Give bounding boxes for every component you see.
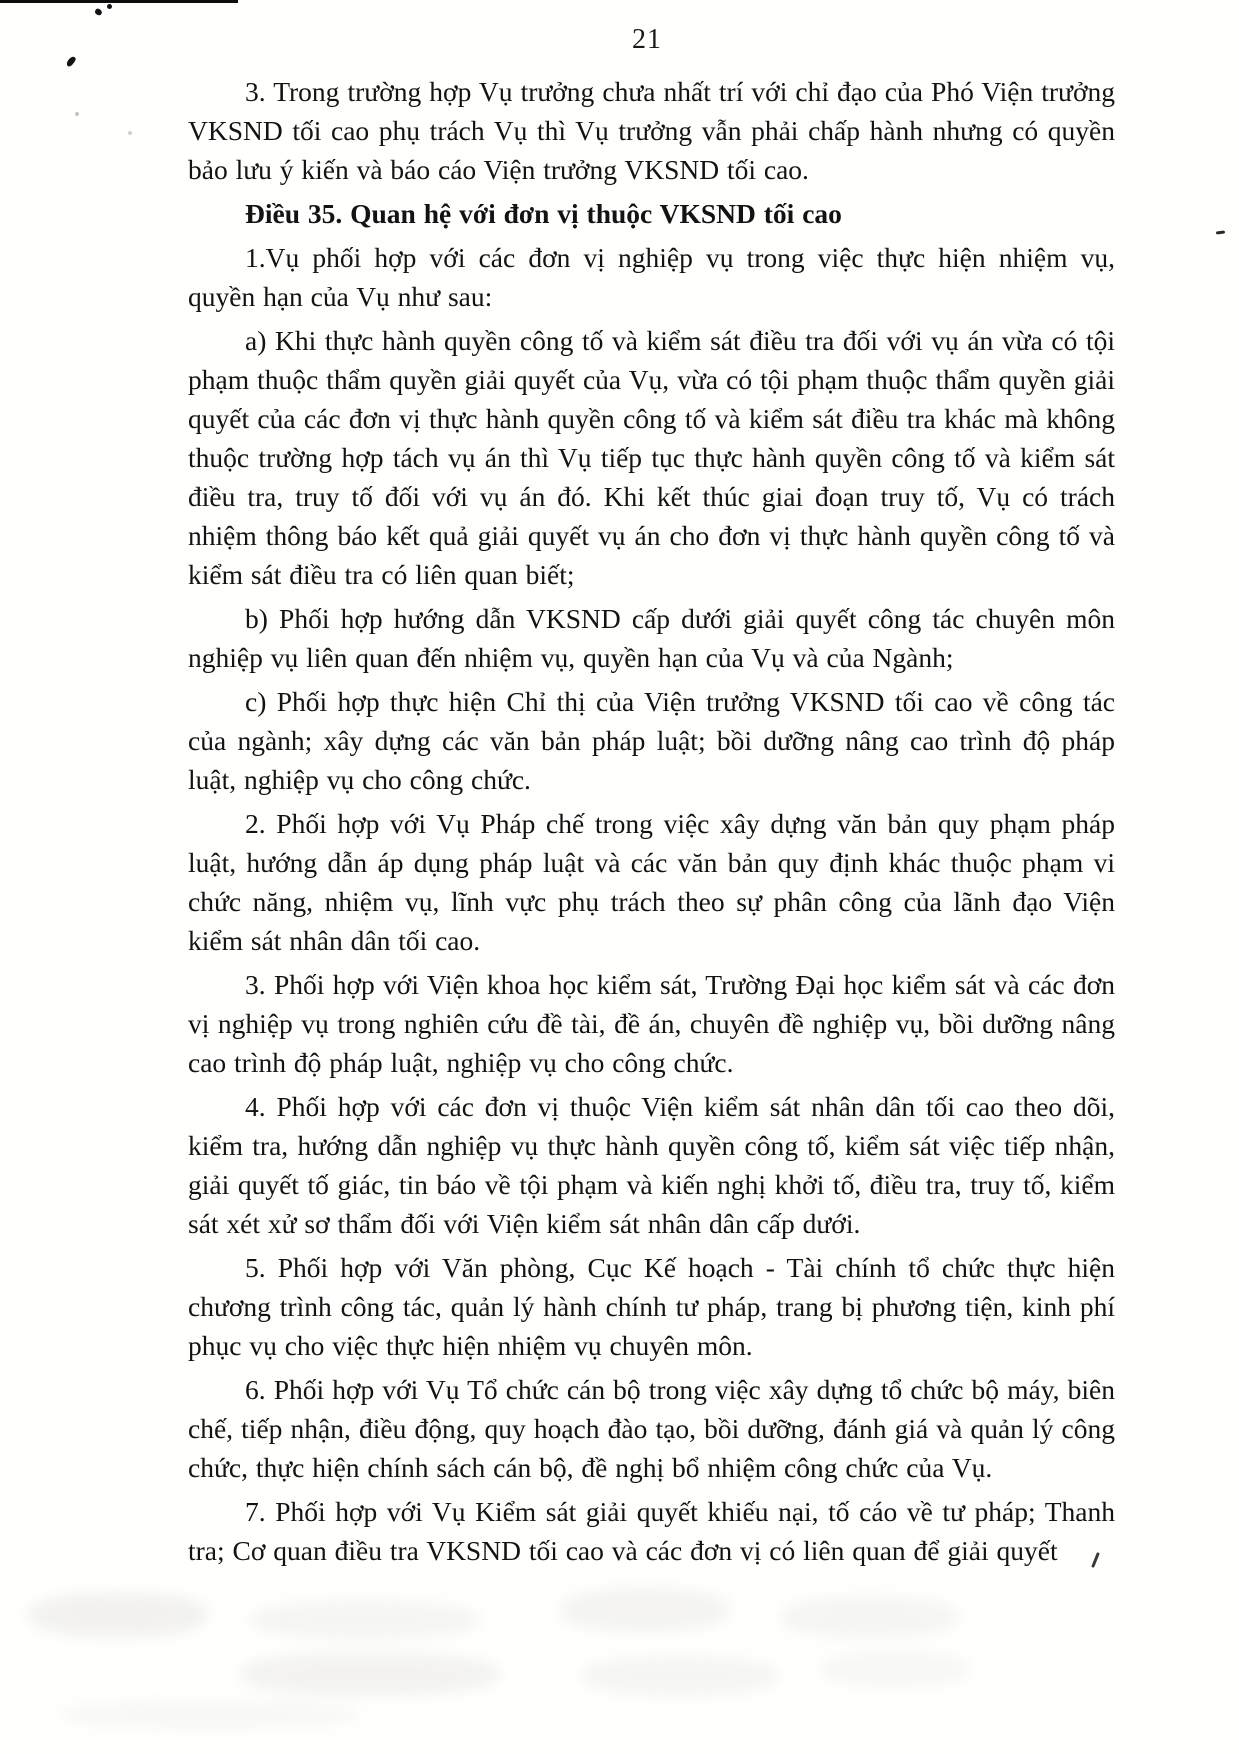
paragraph: c) Phối hợp thực hiện Chỉ thị của Viện trưởng VKSND tối cao về công tác của ngành; xây dựng các văn bản pháp luật; bồi dưỡng nâng cao trình độ pháp luật, nghiệp vụ cho công chức. bbox=[188, 686, 1115, 795]
page-number: 21 bbox=[632, 24, 662, 55]
paragraph: 4. Phối hợp với các đơn vị thuộc Viện kiểm sát nhân dân tối cao theo dõi, kiểm tra, hướng dẫn nghiệp vụ thực hành quyền công tố, kiểm sát việc tiếp nhận, giải quyết tố giác, tin báo về tội phạm và kiến nghị khởi tố, điều tra, truy tố, kiểm sát xét xử sơ thẩm đối với Viện kiểm sát nhân dân cấp dưới. bbox=[188, 1091, 1115, 1239]
bleed-blot bbox=[240, 1652, 500, 1696]
ink-speck bbox=[107, 4, 112, 9]
paragraph: 2. Phối hợp với Vụ Pháp chế trong việc xây dựng văn bản quy phạm pháp luật, hướng dẫn áp dụng pháp luật và các văn bản quy định khác thuộc phạm vi chức năng, nhiệm vụ, lĩnh vực phụ trách theo sự phân công của lãnh đạo Viện kiểm sát nhân dân tối cao. bbox=[188, 808, 1115, 956]
document-body bbox=[188, 72, 1115, 1575]
article-heading: Điều 35. Quan hệ với đơn vị thuộc VKSND tối cao bbox=[245, 198, 842, 229]
paragraph: 7. Phối hợp với Vụ Kiểm sát giải quyết khiếu nại, tố cáo về tư pháp; Thanh tra; Cơ quan điều tra VKSND tối cao và các đơn vị có liên quan để giải quyết bbox=[188, 1496, 1115, 1566]
bleed-blot bbox=[780, 1596, 960, 1638]
ink-speck bbox=[65, 55, 77, 67]
bleed-blot bbox=[820, 1650, 970, 1688]
paragraph: 6. Phối hợp với Vụ Tổ chức cán bộ trong việc xây dựng tổ chức bộ máy, biên chế, tiếp nhận, điều động, quy hoạch đào tạo, bồi dưỡng, đánh giá và quản lý công chức, thực hiện chính sách cán bộ, đề nghị bổ nhiệm công chức của Vụ. bbox=[188, 1374, 1115, 1483]
paragraph: a) Khi thực hành quyền công tố và kiểm sát điều tra đối với vụ án vừa có tội phạm thuộc thẩm quyền giải quyết của Vụ, vừa có tội phạm thuộc thẩm quyền giải quyết của các đơn vị thực hành quyền công tố và kiểm sát điều tra khác mà không thuộc trường hợp tách vụ án thì Vụ tiếp tục thực hành quyền công tố và kiểm sát điều tra, truy tố đối với vụ án đó. Khi kết thúc giai đoạn truy tố, Vụ có trách nhiệm thông báo kết quả giải quyết vụ án cho đơn vị thực hành quyền công tố và kiểm sát điều tra có liên quan biết; bbox=[188, 325, 1115, 590]
bleed-blot bbox=[560, 1588, 730, 1632]
paragraph: 5. Phối hợp với Văn phòng, Cục Kế hoạch - Tài chính tổ chức thực hiện chương trình công tác, quản lý hành chính tư pháp, trang bị phương tiện, kinh phí phục vụ cho việc thực hiện nhiệm vụ chuyên môn. bbox=[188, 1252, 1115, 1361]
bleed-blot bbox=[28, 1592, 208, 1638]
bleed-blot bbox=[580, 1656, 780, 1696]
paragraph: 1.Vụ phối hợp với các đơn vị nghiệp vụ trong việc thực hiện nhiệm vụ, quyền hạn của Vụ như sau: bbox=[188, 242, 1115, 312]
ink-speck bbox=[128, 131, 132, 135]
ink-speck bbox=[94, 8, 103, 16]
scan-edge-artifact bbox=[0, 0, 238, 3]
paragraph: b) Phối hợp hướng dẫn VKSND cấp dưới giải quyết công tác chuyên môn nghiệp vụ liên quan đến nhiệm vụ, quyền hạn của Vụ và của Ngành; bbox=[188, 603, 1115, 673]
ink-mark bbox=[1216, 230, 1225, 234]
bleed-blot bbox=[60, 1700, 360, 1730]
paragraph: 3. Trong trường hợp Vụ trưởng chưa nhất trí với chỉ đạo của Phó Viện trưởng VKSND tối cao phụ trách Vụ thì Vụ trưởng vẫn phải chấp hành nhưng có quyền bảo lưu ý kiến và báo cáo Viện trưởng VKSND tối cao. bbox=[188, 76, 1115, 185]
bleed-blot bbox=[250, 1600, 480, 1640]
ink-speck bbox=[75, 112, 79, 116]
paragraph: 3. Phối hợp với Viện khoa học kiểm sát, Trường Đại học kiểm sát và các đơn vị nghiệp vụ trong nghiên cứu đề tài, đề án, chuyên đề nghiệp vụ, bồi dưỡng nâng cao trình độ pháp luật, nghiệp vụ cho công chức. bbox=[188, 969, 1115, 1078]
